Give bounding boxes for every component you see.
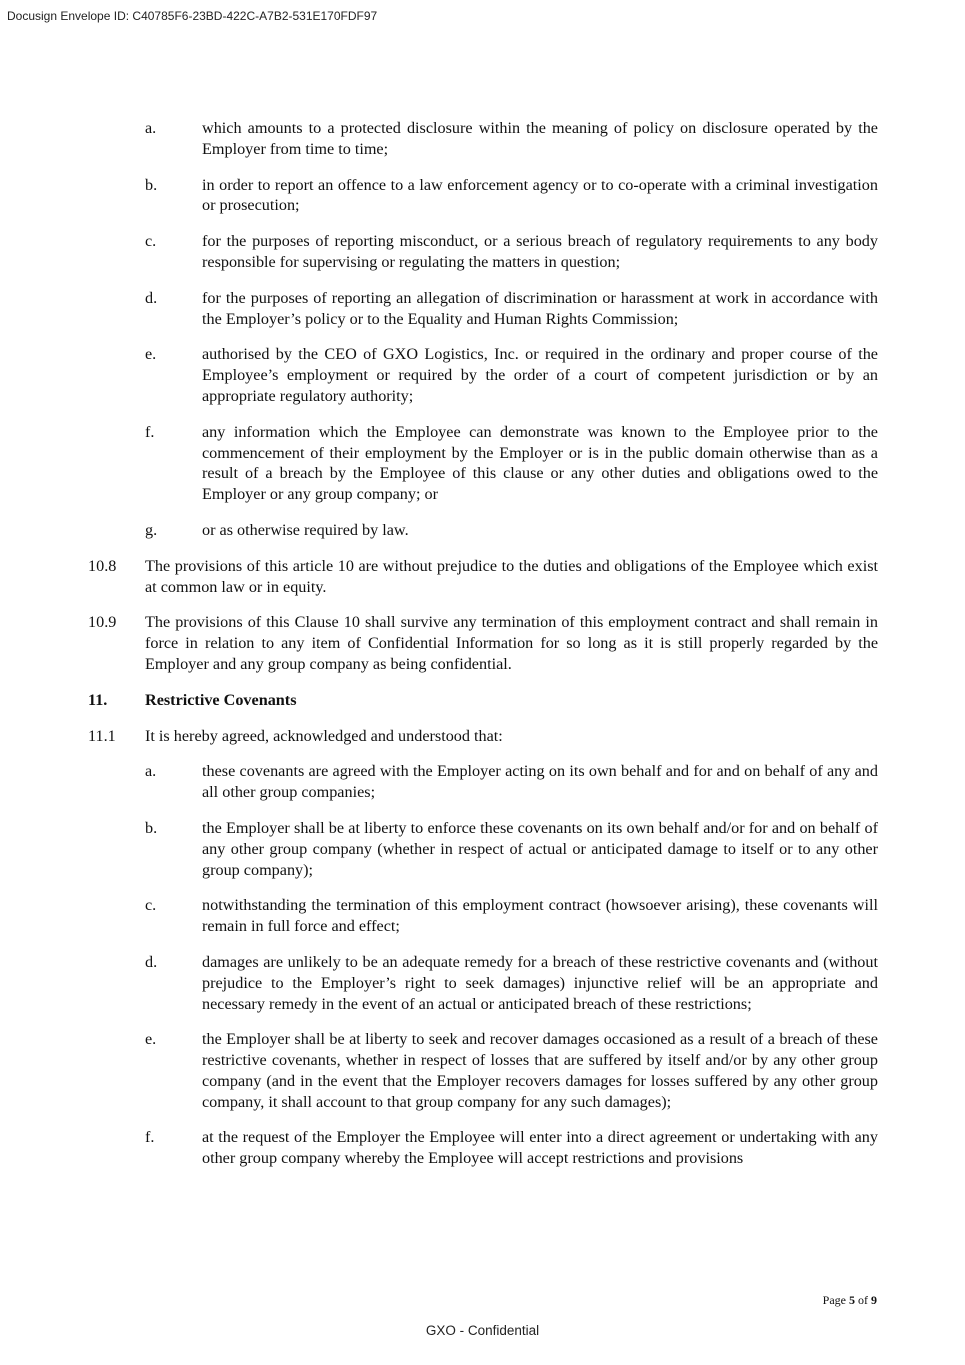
list-item [88,422,878,505]
item-text: authorised by the CEO of GXO Logistics, Inc. or required in the ordinary and proper course of the Employee’s employment or required by the order of a court of competent jurisdiction or by an appropriate regulatory authority; [202,345,878,405]
item-text: for the purposes of reporting misconduct, or a serious breach of regulatory requirements to any body responsible for supervising or regulating the matters in question; [202,232,878,271]
clause-label: 10.8 [88,556,117,575]
item-label: e. [145,345,157,364]
item-text: which amounts to a protected disclosure within the meaning of policy on disclosure operated by the Employer from time to time; [202,119,878,158]
item-text: notwithstanding the termination of this employment contract (howsoever arising), these covenants will remain in full force and effect; [202,896,878,936]
clause-label: 11.1 [88,726,116,745]
section-heading [88,690,878,711]
item-text: damages are unlikely to be an adequate remedy for a breach of these restrictive covenants and (without prejudice to the Employer’s right to seek damages) injunctive relief will be an appropriate and necessary remedy in the event of an actual or anticipated breach of these restrictions; [202,952,878,1013]
list-item [88,118,878,160]
list-item [88,952,878,1014]
item-text: or as otherwise required by law. [202,520,409,539]
page-number [823,1293,877,1308]
item-label: a. [145,119,157,137]
clause-10-8 [88,556,878,598]
item-label: b. [145,818,158,837]
section-number: 11. [88,690,108,709]
item-label: c. [145,232,157,251]
list-item [88,231,878,273]
list-item [88,818,878,880]
item-label: f. [145,1128,155,1147]
page-of: of [858,1293,868,1307]
list-item [88,1029,878,1112]
item-text: the Employer shall be at liberty to seek and recover damages occasioned as a result of a breach of these restrictive covenants, whether in respect of losses that are suffered by itself and/or by any other group company (and in the event that the Employer recovers damages for losses suffered by any other group company, it shall account to that group company for any such damages); [202,1030,878,1111]
clause-label: 10.9 [88,613,117,632]
item-text: in order to report an offence to a law enforcement agency or to co-operate with a criminal investigation or prosecution; [202,175,878,215]
envelope-id: Docusign Envelope ID: C40785F6-23BD-422C-A7B2-531E170FDF97 [7,9,378,23]
page-current: 5 [849,1293,855,1307]
item-text: these covenants are agreed with the Employer acting on its own behalf and for and on behalf of any and all other group companies; [202,762,878,802]
list-item [88,344,878,406]
page-prefix: Page [822,1293,846,1307]
list-item [88,895,878,937]
list-item [88,1127,878,1169]
item-text: at the request of the Employer the Employee will enter into a direct agreement or undertaking with any other group company whereby the Employee will accept restrictions and provisions [202,1128,878,1168]
item-text: any information which the Employee can demonstrate was known to the Employee prior to the commencement of their employment by the Employer or is in the public domain otherwise than as a result of a breach by the Employee of this clause or any other duties and obligations owed to the Employer or any group company; or [202,422,878,504]
item-label: d. [145,288,158,307]
item-label: e. [145,1030,157,1049]
list-item [88,175,878,217]
item-label: b. [145,175,158,194]
page-total: 9 [871,1293,877,1307]
item-label: g. [145,520,158,539]
item-label: f. [145,422,155,441]
clause-text: The provisions of this article 10 are without prejudice to the duties and obligations of the Employee which exist at common law or in equity. [145,556,878,596]
item-text: the Employer shall be at liberty to enforce these covenants on its own behalf and/or for and on behalf of any other group company (whether in respect of actual or anticipated damage to itself or to any other group company); [202,818,878,879]
section-title: Restrictive Covenants [145,690,297,709]
item-label: c. [145,896,157,915]
list-item [88,520,878,541]
clause-11-1 [88,726,878,747]
document-body [88,118,878,1169]
item-label: d. [145,952,158,971]
clause-10-9 [88,612,878,674]
list-item [88,761,878,803]
item-label: a. [145,762,157,781]
confidential-footer: GXO - Confidential [425,1323,540,1338]
clause-text: The provisions of this Clause 10 shall survive any termination of this employment contract and shall remain in force in relation to any item of Confidential Information for so long as it is still properly regarded by the Employer and any group company as being confidential. [145,613,878,673]
item-text: for the purposes of reporting an allegation of discrimination or harassment at work in accordance with the Employer’s policy or to the Equality and Human Rights Commission; [202,288,878,328]
list-item [88,288,878,330]
clause-text: It is hereby agreed, acknowledged and understood that: [145,726,503,745]
